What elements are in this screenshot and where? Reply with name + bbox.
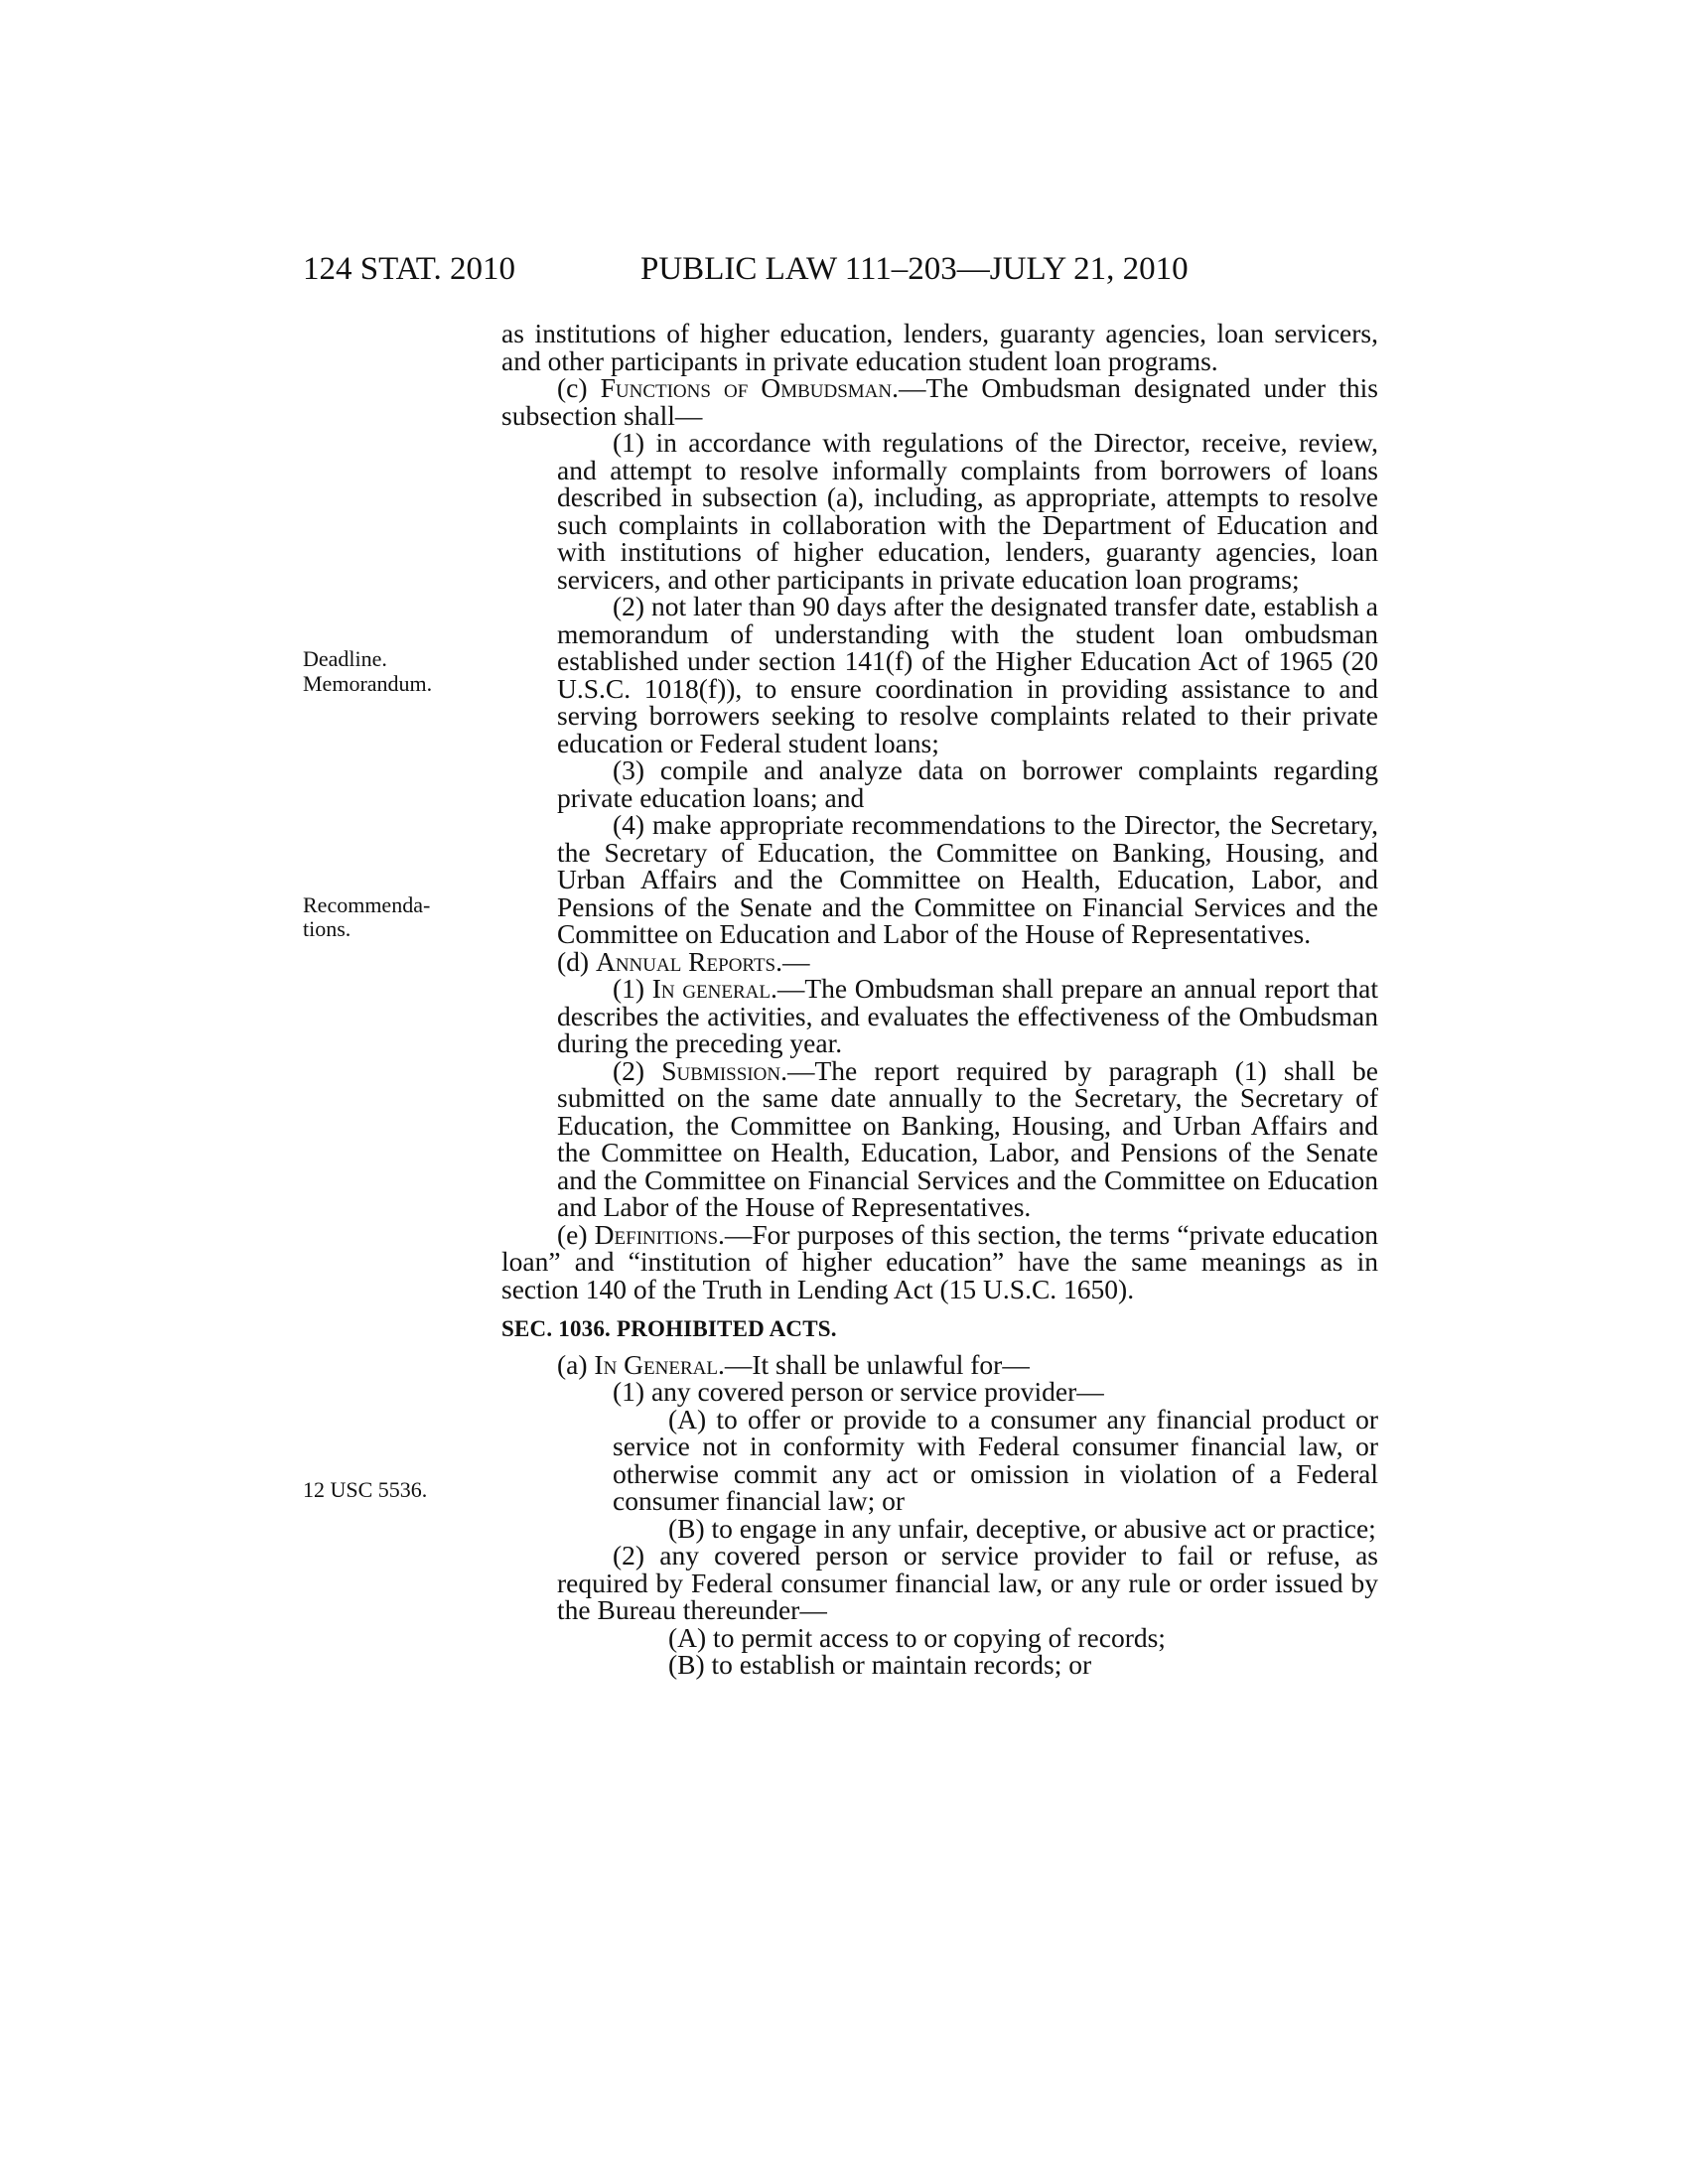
section-1036-subsection-a: (a) In General.—It shall be unlawful for—: [557, 1348, 1030, 1380]
section-heading: SEC. 1036. PROHIBITED ACTS.: [501, 1316, 837, 1341]
subsection-d: (d) Annual Reports.—: [557, 945, 810, 977]
intro-paragraph: as institutions of higher education, lenders, guaranty agencies, loan servicers, and other participants in private education student loan programs.: [501, 318, 1378, 376]
section-1036-subparagraph-2A: (A) to permit access to or copying of records;: [668, 1621, 1166, 1653]
margin-note-memorandum: Memorandum.: [303, 671, 433, 696]
section-1036-subparagraph-2B: (B) to establish or maintain records; or: [668, 1649, 1092, 1680]
margin-note-recommendations-line1: Recommenda-: [303, 892, 431, 917]
subsection-c-heading: Functions of Ombudsman: [600, 372, 893, 403]
subsection-d-paragraph-2: (2) Submission.—The report required by paragraph (1) shall be submitted on the same date annually to the Secretary, the Secretary of Education, the Committee on Banking, Housing, and Urban Affairs and the Committee on Health, Education, Labor, and Pensions of the Senate and the Committee on Financial Services and the Committee on Education and Labor of the House of Representatives.: [557, 1054, 1378, 1222]
subsection-d-heading: Annual Reports: [595, 945, 776, 977]
section-1036-paragraph-2: (2) any covered person or service provider to fail or refuse, as required by Federal consumer financial law, or any rule or order issued by the Bureau thereunder—: [557, 1540, 1378, 1625]
page-reference: 124 STAT. 2010: [303, 251, 516, 287]
section-1036-subparagraph-1A: (A) to offer or provide to a consumer any financial product or service not in conformity with Federal consumer financial law, or otherwise commit any act or omission in violation of a Federal consumer financial law; or: [613, 1403, 1378, 1516]
subsection-c-paragraph-1: (1) in accordance with regulations of the Director, receive, review, and attempt to resolve informally complaints from borrowers of loans described in subsection (a), including, as appropriate, attempts to resolve such complaints in collaboration with the Department of Education and with institutions of higher education, lenders, guaranty agencies, loan servicers, and other participants in private education loan programs;: [557, 427, 1378, 595]
margin-note-recommendations-line2: tions.: [303, 916, 352, 941]
margin-note-deadline: Deadline.: [303, 646, 387, 671]
subsection-c: (c) Functions of Ombudsman.—The Ombudsman designated under this subsection shall—: [501, 372, 1379, 431]
section-1036-subparagraph-1B: (B) to engage in any unfair, deceptive, or abusive act or practice;: [668, 1512, 1376, 1544]
subsection-c-paragraph-3: (3) compile and analyze data on borrower complaints regarding private education loans; and: [557, 754, 1378, 813]
subsection-e: (e) Definitions.—For purposes of this section, the terms “private education loan” and “institution of higher education” have the same meanings as in section 140 of the Truth in Lending Act (15 U.S.C. 1650).: [501, 1218, 1378, 1304]
subsection-d-paragraph-1: (1) In general.—The Ombudsman shall prepare an annual report that describes the activities, and evaluates the effectiveness of the Ombudsman during the preceding year.: [557, 973, 1378, 1058]
subsection-c-paragraph-4: (4) make appropriate recommendations to the Director, the Secretary, the Secretary of Education, the Committee on Banking, Housing, and Urban Affairs and the Committee on Health, Education, Labor, and Pensions of the Senate and the Committee on Financial Services and the Committee on Education and Labor of the House of Representatives.: [557, 809, 1378, 949]
subsection-e-heading: Definitions: [594, 1218, 719, 1250]
section-1036-paragraph-1: (1) any covered person or service provider—: [613, 1376, 1104, 1407]
subsection-c-paragraph-2: (2) not later than 90 days after the designated transfer date, establish a memorandum of understanding with the student loan ombudsman established under section 141(f) of the Higher Education Act of 1965 (20 U.S.C. 1018(f)), to ensure coordination in providing assistance to and serving borrowers seeking to resolve complaints related to their private education or Federal student loans;: [557, 591, 1378, 758]
margin-note-usc-citation: 12 USC 5536.: [303, 1477, 428, 1502]
public-law-title: PUBLIC LAW 111–203—JULY 21, 2010: [640, 251, 1189, 287]
statute-body: [501, 320, 1378, 1679]
